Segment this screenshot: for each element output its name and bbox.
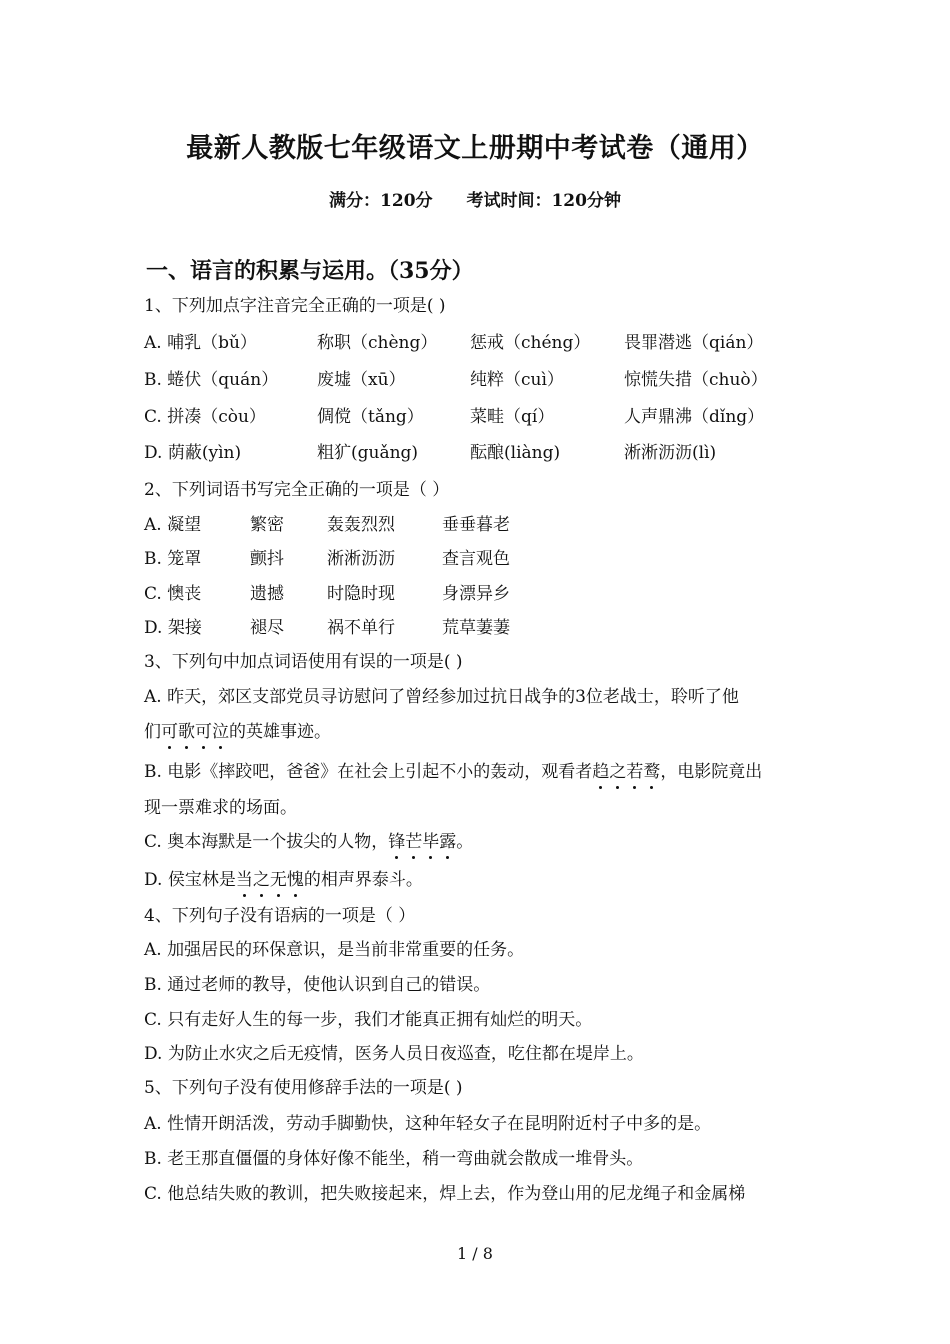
exam-time: 考试时间：120分钟 bbox=[466, 191, 621, 211]
full-score: 满分：120分 bbox=[329, 191, 433, 211]
dotted-char: 歌 bbox=[178, 722, 195, 742]
q4-option-d: D. 为防止水灾之后无疫情，医务人员日夜巡查，吃住都在堤岸上。 bbox=[144, 1044, 644, 1064]
q2-option-b-2: 颤抖 bbox=[250, 549, 284, 569]
q3-a-dotted-phrase bbox=[161, 722, 229, 742]
q1-option-b-3: 纯粹（cuì） bbox=[470, 370, 564, 390]
q4-option-c: C. 只有走好人生的每一步，我们才能真正拥有灿烂的明天。 bbox=[144, 1010, 593, 1030]
q3-c-dotted-phrase bbox=[388, 832, 456, 852]
q4-option-b: B. 通过老师的教导，使他认识到自己的错误。 bbox=[144, 975, 491, 995]
dotted-char: 愧 bbox=[286, 870, 304, 890]
dotted-char: 趋 bbox=[592, 762, 610, 782]
q1-option-c-1: C. 拼凑（còu） bbox=[144, 407, 266, 427]
q2-option-c-4: 身漂异乡 bbox=[442, 584, 510, 604]
q3-option-b-line1 bbox=[144, 762, 762, 782]
q1-option-c-4: 人声鼎沸（dǐng） bbox=[624, 407, 765, 427]
q4-option-a: A. 加强居民的环保意识，是当前非常重要的任务。 bbox=[144, 940, 525, 960]
dotted-char: 之 bbox=[252, 870, 270, 890]
q3-option-a-line1: A. 昨天，郊区支部党员寻访慰问了曾经参加过抗日战争的3位老战士，聆听了他 bbox=[144, 687, 739, 707]
dotted-char: 鹜 bbox=[643, 762, 661, 782]
q3-option-a-line2 bbox=[144, 722, 331, 742]
dotted-char: 锋 bbox=[388, 832, 406, 852]
dotted-char: 毕 bbox=[422, 832, 440, 852]
question-3-stem: 3、下列句中加点词语使用有误的一项是( ) bbox=[144, 652, 463, 672]
question-1-stem: 1、下列加点字注音完全正确的一项是( ) bbox=[144, 296, 446, 316]
q1-option-d-4: 淅淅沥沥(lì) bbox=[624, 443, 717, 463]
q1-option-a-2: 称职（chèng） bbox=[317, 333, 438, 353]
q3-c-text-after: 。 bbox=[456, 832, 474, 852]
q2-option-c-2: 遗撼 bbox=[250, 584, 284, 604]
q3-option-d bbox=[144, 870, 423, 890]
section-heading: 一、语言的积累与运用。（35分） bbox=[146, 258, 474, 284]
q1-option-b-4: 惊慌失措（chuò） bbox=[624, 370, 768, 390]
q1-option-d-2: 粗犷(guǎng) bbox=[317, 443, 419, 463]
q1-option-d-1: D. 荫蔽(yìn) bbox=[144, 443, 242, 463]
q2-option-a-1: A. 凝望 bbox=[144, 515, 202, 535]
q3-option-b-line2: 现一票难求的场面。 bbox=[144, 798, 297, 818]
q1-option-a-3: 惩戒（chéng） bbox=[470, 333, 591, 353]
q2-option-c-3: 时隐时现 bbox=[327, 584, 395, 604]
q3-c-text: C. 奥本海默是一个拔尖的人物， bbox=[144, 832, 389, 852]
q1-option-c-2: 倜傥（tǎng） bbox=[317, 407, 424, 427]
q1-option-a-1: A. 哺乳（bǔ） bbox=[144, 333, 257, 353]
q3-a-text: 们 bbox=[144, 722, 161, 742]
q2-option-a-4: 垂垂暮老 bbox=[442, 515, 510, 535]
q3-option-c bbox=[144, 832, 473, 852]
q2-option-d-2: 褪尽 bbox=[250, 618, 284, 638]
q3-a-text-after: 的英雄事迹。 bbox=[229, 722, 331, 742]
dotted-char: 可 bbox=[161, 722, 178, 742]
exam-info bbox=[0, 186, 950, 211]
q2-option-d-3: 祸不单行 bbox=[327, 618, 395, 638]
q1-option-b-2: 废墟（xū） bbox=[317, 370, 406, 390]
q2-option-a-3: 轰轰烈烈 bbox=[327, 515, 395, 535]
q1-option-c-3: 菜畦（qí） bbox=[470, 407, 555, 427]
dotted-char: 若 bbox=[626, 762, 644, 782]
q2-option-d-1: D. 架接 bbox=[144, 618, 202, 638]
dotted-char: 无 bbox=[269, 870, 287, 890]
q5-option-c: C. 他总结失败的教训，把失败接起来，焊上去，作为登山用的尼龙绳子和金属梯 bbox=[144, 1184, 746, 1204]
q3-d-text-after: 的相声界泰斗。 bbox=[303, 870, 423, 890]
dotted-char: 当 bbox=[235, 870, 253, 890]
dotted-char: 泣 bbox=[212, 722, 229, 742]
q3-d-dotted-phrase bbox=[236, 870, 304, 890]
dotted-char: 芒 bbox=[405, 832, 423, 852]
dotted-char: 可 bbox=[195, 722, 212, 742]
question-4-stem: 4、下列句子没有语病的一项是（ ） bbox=[144, 906, 416, 926]
q2-option-d-4: 荒草萋萋 bbox=[442, 618, 510, 638]
page-title: 最新人教版七年级语文上册期中考试卷（通用） bbox=[186, 133, 764, 164]
q2-option-c-1: C. 懊丧 bbox=[144, 584, 202, 604]
q3-b-text: B. 电影《摔跤吧，爸爸》在社会上引起不小的轰动，观看者 bbox=[144, 762, 593, 782]
question-2-stem: 2、下列词语书写完全正确的一项是（ ） bbox=[144, 480, 450, 500]
q2-option-b-1: B. 笼罩 bbox=[144, 549, 202, 569]
q1-option-d-3: 酝酿(liàng) bbox=[470, 443, 561, 463]
q3-b-text-after: ，电影院竟出 bbox=[660, 762, 763, 782]
q1-option-b-1: B. 蜷伏（quán） bbox=[144, 370, 279, 390]
q3-b-dotted-phrase bbox=[592, 762, 660, 782]
q5-option-a: A. 性情开朗活泼，劳动手脚勤快，这种年轻女子在昆明附近村子中多的是。 bbox=[144, 1114, 712, 1134]
dotted-char: 之 bbox=[609, 762, 627, 782]
q5-option-b: B. 老王那直僵僵的身体好像不能坐，稍一弯曲就会散成一堆骨头。 bbox=[144, 1149, 644, 1169]
q2-option-a-2: 繁密 bbox=[250, 515, 284, 535]
q1-option-a-4: 畏罪潜逃（qián） bbox=[624, 333, 764, 353]
page-number: 1 / 8 bbox=[457, 1244, 493, 1263]
q3-d-text: D. 侯宝林是 bbox=[144, 870, 236, 890]
question-5-stem: 5、下列句子没有使用修辞手法的一项是( ) bbox=[144, 1078, 463, 1098]
q2-option-b-3: 淅淅沥沥 bbox=[327, 549, 395, 569]
q2-option-b-4: 查言观色 bbox=[442, 549, 510, 569]
dotted-char: 露 bbox=[439, 832, 457, 852]
